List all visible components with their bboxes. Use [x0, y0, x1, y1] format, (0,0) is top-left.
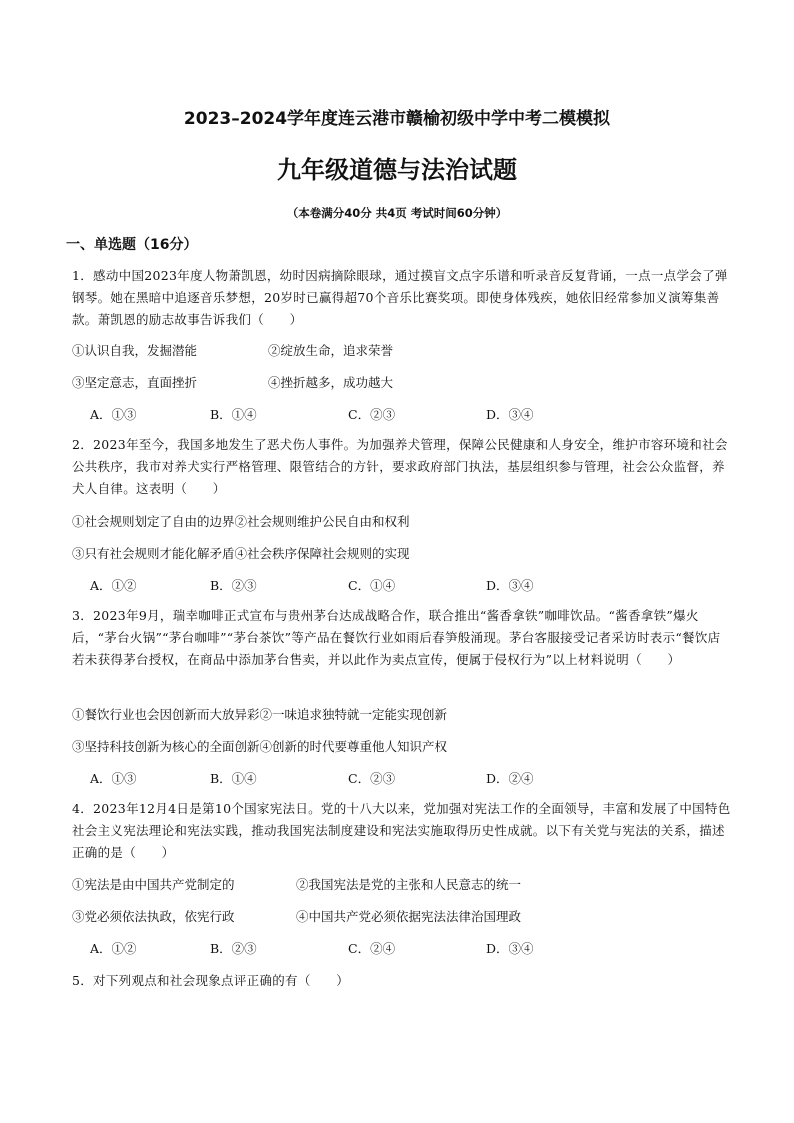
choice-d: D．②④ [486, 771, 534, 786]
question-1-choices [90, 405, 690, 425]
question-4-stem: 4．2023年12月4日是第10个国家宪法日。党的十八大以来，党加强对宪法工作的全面领导，丰富和发展了中国特色社会主义宪法理论和宪法实践，推动我国宪法制度建设和宪法实施取得历史性成就。以下有关党与宪法的关系，描述正确的是（ ） [72, 801, 731, 860]
choice-b: B．①④ [210, 407, 257, 422]
choice-a: A．①③ [90, 407, 137, 422]
choice-c: C．①④ [348, 578, 396, 593]
question-3-option-2: ③坚持科技创新为核心的全面创新④创新的时代要尊重他人知识产权 [72, 739, 448, 754]
question-5-stem: 5．对下列观点和社会现象点评正确的有（ ） [72, 973, 350, 988]
question-4-option-1: ①宪法是由中国共产党制定的 [72, 877, 235, 892]
exam-info: （本卷满分40分 共4页 考试时间60分钟） [286, 206, 508, 220]
question-1-stem: 1．感动中国2023年度人物萧凯恩，幼时因病摘除眼球，通过摸盲文点字乐谱和听录音反复背诵，一点一点学会了弹钢琴。她在黑暗中追逐音乐梦想，20岁时已赢得超70个音乐比赛奖项。即使身体残疾，她依旧经常参加义演筹集善款。萧凯恩的励志故事告诉我们（ ） [72, 268, 728, 327]
question-2-option-1: ①社会规则划定了自由的边界②社会规则维护公民自由和权利 [72, 514, 410, 529]
choice-a: A．①② [90, 578, 137, 593]
question-3-choices [90, 769, 690, 789]
question-4-option-3: ③党必须依法执政，依宪行政 [72, 909, 235, 924]
choice-b: B．②③ [210, 578, 257, 593]
choice-a: A．①② [90, 941, 137, 956]
question-1-option-1: ①认识自我，发掘潜能 [72, 343, 198, 358]
section-heading: 一、单选题（16分） [66, 237, 198, 253]
choice-c: C．②③ [348, 771, 396, 786]
question-4-choices [90, 939, 690, 959]
question-1-option-2: ②绽放生命，追求荣誉 [268, 343, 394, 358]
question-3-stem: 3．2023年9月，瑞幸咖啡正式宣布与贵州茅台达成战略合作，联合推出“酱香拿铁”咖啡饮品。“酱香拿铁”爆火后，“茅台火锅”“茅台咖啡”“茅台茶饮”等产品在餐饮行业如雨后春笋般涌现。茅台客服接受记者采访时表示“餐饮店若未获得茅台授权，在商品中添加茅台售卖，并以此作为卖点宣传，便属于侵权行为”以上材料说明（ ） [72, 608, 721, 667]
question-2-stem: 2．2023年至今，我国多地发生了恶犬伤人事件。为加强养犬管理，保障公民健康和人身安全，维护市容环境和社会公共秩序，我市对养犬实行严格管理、限管结合的方针，要求政府部门执法，基层组织参与管理，社会公众监督，养犬人自律。这表明（ ） [72, 437, 728, 496]
choice-c: C．②④ [348, 941, 396, 956]
question-3-option-1: ①餐饮行业也会因创新而大放异彩②一味追求独特就一定能实现创新 [72, 707, 448, 722]
question-1-option-4: ④挫折越多，成功越大 [268, 375, 394, 390]
question-2-choices [90, 576, 690, 596]
choice-d: D．③④ [486, 407, 534, 422]
choice-d: D．③④ [486, 578, 534, 593]
choice-a: A．①③ [90, 771, 137, 786]
exam-title: 2023–2024学年度连云港市赣榆初级中学中考二模模拟 [183, 109, 611, 129]
question-2-option-2: ③只有社会规则才能化解矛盾④社会秩序保障社会规则的实现 [72, 546, 410, 561]
exam-subject-title: 九年级道德与法治试题 [277, 156, 517, 184]
question-4-option-4: ④中国共产党必须依据宪法法律治国理政 [296, 909, 522, 924]
question-1-option-3: ③坚定意志，直面挫折 [72, 375, 198, 390]
question-4-option-2: ②我国宪法是党的主张和人民意志的统一 [296, 877, 522, 892]
choice-b: B．②③ [210, 941, 257, 956]
choice-b: B．①④ [210, 771, 257, 786]
choice-d: D．③④ [486, 941, 534, 956]
choice-c: C．②③ [348, 407, 396, 422]
